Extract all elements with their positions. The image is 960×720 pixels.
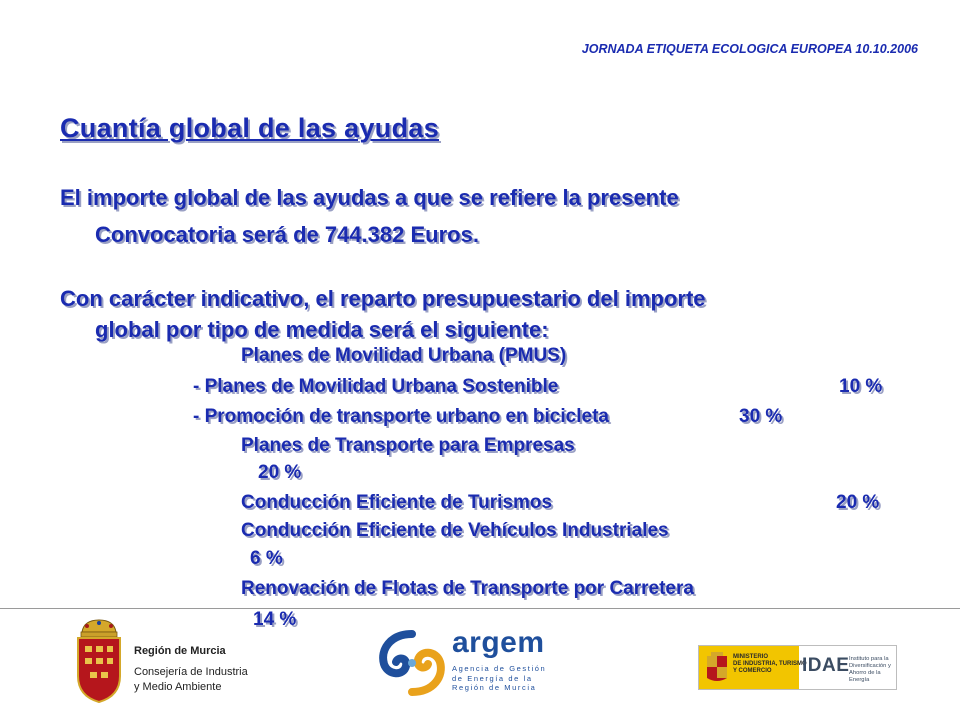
paragraph-1-line-2: Convocatoria será de 744.382 Euros. bbox=[95, 222, 479, 247]
argem-subtitle-line-2: de Energía de la bbox=[452, 673, 533, 683]
idae-subtitle-line-3: Ahorro de la Energía bbox=[849, 670, 881, 683]
argem-subtitle-line-1: Agencia de Gestión bbox=[452, 664, 547, 673]
footer-divider bbox=[0, 608, 960, 609]
paragraph-2-line-2: global por tipo de medida será el siguiente: bbox=[95, 317, 549, 342]
ministry-line-3: Y COMERCIO bbox=[733, 668, 772, 674]
murcia-region-name: Región de Murcia bbox=[134, 645, 226, 657]
murcia-caption bbox=[134, 644, 248, 695]
idae-subtitle bbox=[849, 656, 896, 684]
idae-logo-text: IDAE bbox=[802, 655, 850, 676]
ministry-line-1: MINISTERIO bbox=[733, 654, 769, 660]
item-flotas-pct: 14 % bbox=[253, 609, 297, 630]
argem-subtitle bbox=[452, 664, 546, 693]
slide-title: Cuantía global de las ayudas bbox=[60, 113, 440, 143]
ministry-line-2: DE INDUSTRIA, TURISMO bbox=[733, 661, 807, 667]
item-pmus-sostenible: - Planes de Movilidad Urbana Sostenible bbox=[193, 376, 559, 397]
item-pmus-heading: Planes de Movilidad Urbana (PMUS) bbox=[241, 345, 567, 366]
murcia-coat-of-arms-icon bbox=[74, 618, 124, 709]
item-turismos: Conducción Eficiente de Turismos bbox=[241, 492, 553, 513]
spanish-coat-of-arms-icon bbox=[705, 652, 729, 689]
item-industriales-pct: 6 % bbox=[250, 548, 283, 569]
argem-subtitle-line-3: Región de Murcia bbox=[452, 683, 537, 692]
murcia-department-line-1: Consejería de Industria bbox=[134, 666, 248, 678]
item-bicicleta-pct: 30 % bbox=[739, 406, 783, 427]
idae-subtitle-line-2: Diversificación y bbox=[849, 663, 891, 669]
item-bicicleta: - Promoción de transporte urbano en bicicleta bbox=[193, 406, 609, 427]
item-flotas: Renovación de Flotas de Transporte por Carretera bbox=[241, 578, 694, 599]
argem-logo-text: argem bbox=[452, 626, 545, 659]
item-turismos-pct: 20 % bbox=[836, 492, 880, 513]
argem-swirl-icon bbox=[376, 630, 448, 701]
item-empresas-pct: 20 % bbox=[258, 462, 302, 483]
item-empresas: Planes de Transporte para Empresas bbox=[241, 435, 575, 456]
event-header: JORNADA ETIQUETA ECOLOGICA EUROPEA 10.10.2006 bbox=[581, 42, 918, 56]
murcia-department-line-2: y Medio Ambiente bbox=[134, 681, 222, 693]
idae-subtitle-line-1: Instituto para la bbox=[849, 656, 889, 662]
item-industriales: Conducción Eficiente de Vehículos Industriales bbox=[241, 520, 669, 541]
ministry-name bbox=[733, 654, 807, 675]
paragraph-2-line-1: Con carácter indicativo, el reparto presupuestario del importe bbox=[60, 286, 706, 311]
ministry-idae-logo bbox=[698, 645, 897, 690]
item-pmus-sostenible-pct: 10 % bbox=[839, 376, 883, 397]
paragraph-1-line-1: El importe global de las ayudas a que se refiere la presente bbox=[60, 185, 679, 210]
